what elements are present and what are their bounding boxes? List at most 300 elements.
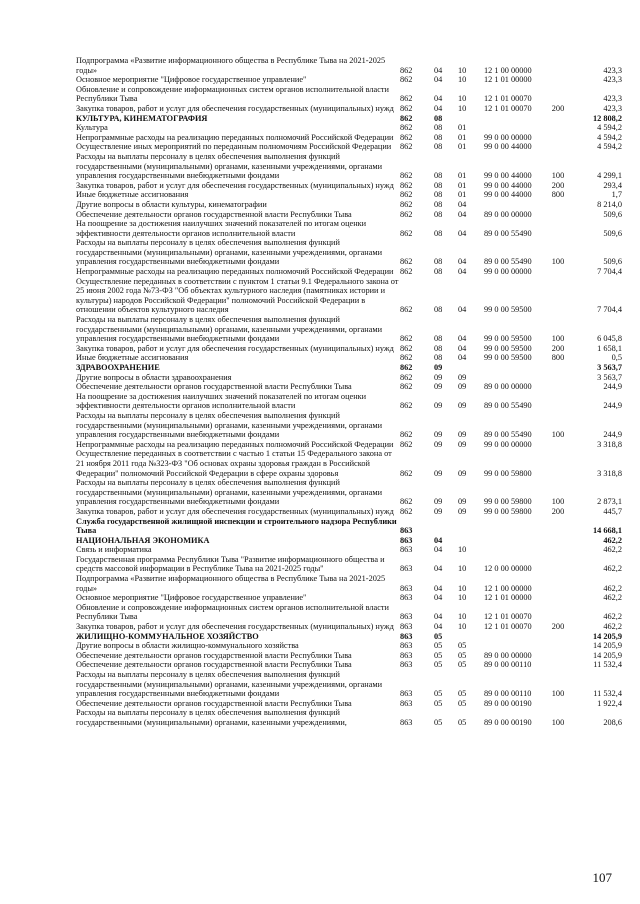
cell-subsection: 04	[458, 267, 467, 277]
cell-subsection: 09	[458, 506, 467, 516]
cell-expense-type: 800	[551, 353, 565, 363]
table-row	[76, 75, 622, 85]
cell-expense-type: 200	[551, 343, 565, 353]
cell-amount: 423,3	[603, 75, 622, 85]
cell-subsection: 04	[458, 334, 467, 344]
cell-ved: 862	[400, 113, 413, 123]
cell-expense-type	[544, 75, 572, 85]
cell-ved: 862	[400, 267, 413, 277]
cell-section: 04	[434, 622, 443, 632]
cell-subsection: 01	[458, 142, 467, 152]
cell-amount: 4 299,1	[597, 171, 622, 181]
cell-subsection: 04	[458, 199, 467, 209]
cell-section: 08	[434, 180, 443, 190]
cell-section: 04	[434, 94, 443, 104]
cell-amount: 14 205,9	[592, 641, 622, 651]
cell-section: 09	[434, 468, 443, 478]
cell-amount: 1,7	[611, 190, 622, 200]
cell-ved: 862	[400, 94, 413, 104]
cell-ved: 862	[400, 372, 413, 382]
cell-amount: 244,9	[603, 382, 622, 392]
row-name: Непрограммные расходы на реализацию переданных полномочий Российской Федерации	[76, 132, 394, 142]
row-name: Осуществление переданных в соответствии с пунктом 1 статьи 9.1 Федерального закона от 25 июня 2002 года №73-ФЗ "Об объектах культурного наследия (памятниках истории и культуры) народов Российской Федерации" полномочий Российской Федерации в отношении объектов культурного наследия	[76, 276, 399, 315]
cell-section: 05	[434, 650, 443, 660]
cell-amount: 14 668,1	[592, 526, 622, 536]
cell-ved: 863	[400, 564, 413, 574]
cell-expense-type	[544, 632, 572, 642]
budget-table	[76, 56, 622, 728]
row-name: Расходы на выплаты персоналу в целях обеспечения выполнения функций государственными (муниципальными) органами, казенными учреждениями,	[76, 708, 347, 727]
row-name: Закупка товаров, работ и услуг для обеспечения государственных (муниципальных) нужд	[76, 180, 394, 190]
cell-ved: 863	[400, 650, 413, 660]
cell-expense-type	[544, 56, 572, 75]
cell-subsection: 05	[458, 650, 467, 660]
row-name: КУЛЬТУРА, КИНЕМАТОГРАФИЯ	[76, 113, 208, 123]
table-row	[76, 363, 622, 373]
table-body	[76, 56, 622, 728]
cell-section: 08	[434, 334, 443, 344]
cell-target-article: 89 0 00 00110	[484, 689, 532, 699]
row-name: Связь и информатика	[76, 545, 152, 555]
cell-section: 04	[434, 75, 443, 85]
cell-ved: 863	[400, 545, 413, 555]
row-name: Обеспечение деятельности органов государственной власти Республики Тыва	[76, 209, 352, 219]
cell-subsection: 01	[458, 123, 467, 133]
cell-target-article: 12 1 01 00070	[484, 622, 532, 632]
cell-subsection	[458, 536, 484, 546]
cell-target-article: 89 0 00 00000	[484, 209, 532, 219]
cell-amount: 12 808,2	[592, 113, 622, 123]
row-name: НАЦИОНАЛЬНАЯ ЭКОНОМИКА	[76, 535, 210, 545]
cell-target-article: 89 0 00 55490	[484, 257, 532, 267]
cell-target-article: 99 0 00 59800	[484, 468, 532, 478]
cell-expense-type	[544, 373, 572, 383]
cell-amount: 3 563,7	[597, 372, 622, 382]
row-name: Государственная программа Республики Тыва "Развитие информационного общества и средств массовой информации в Республике Тыва на 2021-2025 годы"	[76, 554, 385, 574]
cell-target-article: 99 0 00 59500	[484, 343, 532, 353]
cell-subsection: 09	[458, 439, 467, 449]
table-row	[76, 181, 622, 191]
cell-section: 08	[434, 199, 443, 209]
row-name: Закупка товаров, работ и услуг для обеспечения государственных (муниципальных) нужд	[76, 103, 394, 113]
table-row	[76, 632, 622, 642]
cell-ved: 862	[400, 132, 413, 142]
cell-ved: 863	[400, 593, 413, 603]
cell-ved: 862	[400, 65, 413, 75]
cell-subsection: 04	[458, 343, 467, 353]
row-name: Осуществление переданных в соответствии с частью 1 статьи 15 Федерального закона от 21 ноября 2011 года №323-ФЗ "Об основах охраны здоровья граждан в Российской Федерации" полномочий Российской Федерации в сфере охраны здоровья	[76, 449, 392, 478]
cell-ved: 862	[400, 468, 413, 478]
cell-target-article	[484, 632, 544, 642]
table-row	[76, 641, 622, 651]
cell-ved: 862	[400, 382, 413, 392]
table-row	[76, 660, 622, 670]
cell-target-article: 89 0 00 00190	[484, 698, 532, 708]
table-row	[76, 85, 622, 104]
cell-expense-type: 100	[551, 430, 565, 440]
cell-amount: 2 873,1	[597, 497, 622, 507]
cell-section: 04	[434, 545, 443, 555]
cell-ved: 862	[400, 190, 413, 200]
row-name: ЗДРАВООХРАНЕНИЕ	[76, 363, 160, 372]
cell-section: 09	[434, 506, 443, 516]
cell-target-article: 99 0 00 44000	[484, 142, 532, 152]
cell-expense-type	[544, 123, 572, 133]
cell-ved: 863	[400, 698, 413, 708]
row-name: Обновление и сопровождение информационных систем органов исполнительной власти Республики Тыва	[76, 84, 389, 104]
cell-subsection: 05	[458, 689, 467, 699]
row-name: Закупка товаров, работ и услуг для обеспечения государственных (муниципальных) нужд	[76, 622, 394, 632]
cell-expense-type: 100	[551, 717, 565, 727]
cell-target-article	[484, 200, 544, 210]
cell-ved: 862	[400, 75, 413, 85]
cell-subsection: 10	[458, 75, 467, 85]
cell-expense-type	[544, 85, 572, 104]
cell-subsection: 10	[458, 94, 467, 104]
cell-amount: 293,4	[603, 180, 622, 190]
cell-ved: 862	[400, 506, 413, 516]
cell-target-article	[484, 545, 544, 555]
cell-ved: 862	[400, 305, 413, 315]
cell-target-article: 99 0 00 59500	[484, 334, 532, 344]
table-row	[76, 219, 622, 238]
cell-amount: 423,3	[603, 65, 622, 75]
cell-section: 08	[434, 228, 443, 238]
cell-ved: 862	[400, 353, 413, 363]
cell-amount: 462,2	[603, 622, 622, 632]
row-name: Другие вопросы в области здравоохранения	[76, 372, 232, 382]
cell-ved: 862	[400, 123, 413, 133]
cell-subsection: 10	[458, 564, 467, 574]
cell-target-article: 89 0 00 00000	[484, 382, 532, 392]
cell-target-article: 89 0 00 55490	[484, 401, 532, 411]
cell-ved: 862	[400, 401, 413, 411]
table-row	[76, 392, 622, 411]
cell-target-article: 99 0 00 59500	[484, 353, 532, 363]
table-row	[76, 411, 622, 440]
table-row	[76, 545, 622, 555]
cell-target-article	[484, 123, 544, 133]
cell-target-article: 12 1 01 00070	[484, 94, 532, 104]
cell-subsection: 10	[458, 65, 467, 75]
cell-section: 08	[434, 113, 443, 123]
cell-target-article: 99 0 00 44000	[484, 171, 532, 181]
table-row	[76, 104, 622, 114]
cell-ved: 862	[400, 334, 413, 344]
cell-section: 09	[434, 372, 443, 382]
cell-expense-type	[544, 363, 572, 373]
cell-ved: 862	[400, 228, 413, 238]
cell-target-article: 12 1 01 00070	[484, 612, 532, 622]
cell-section: 08	[434, 343, 443, 353]
cell-expense-type	[544, 142, 572, 152]
cell-target-article: 12 1 00 00000	[484, 65, 532, 75]
cell-expense-type	[544, 114, 572, 124]
cell-subsection: 01	[458, 180, 467, 190]
cell-target-article: 99 0 00 44000	[484, 180, 532, 190]
cell-expense-type: 800	[551, 190, 565, 200]
cell-target-article: 89 0 00 00110	[484, 660, 532, 670]
cell-amount: 8 214,0	[597, 199, 622, 209]
cell-target-article: 89 0 00 55490	[484, 430, 532, 440]
cell-section	[434, 517, 458, 536]
cell-subsection	[458, 517, 484, 536]
cell-expense-type	[544, 210, 572, 220]
row-name: Основное мероприятие "Цифровое государственное управление"	[76, 593, 307, 603]
cell-section: 04	[434, 583, 443, 593]
cell-subsection	[458, 363, 484, 373]
cell-section: 04	[434, 103, 443, 113]
cell-subsection: 09	[458, 372, 467, 382]
cell-section: 09	[434, 401, 443, 411]
table-row	[76, 699, 622, 709]
cell-expense-type	[544, 517, 572, 536]
cell-section: 04	[434, 564, 443, 574]
cell-ved: 862	[400, 430, 413, 440]
cell-amount: 1 922,4	[597, 698, 622, 708]
cell-amount: 462,2	[603, 564, 622, 574]
cell-section: 09	[434, 497, 443, 507]
cell-amount: 4 594,2	[597, 142, 622, 152]
row-name: Осуществление иных мероприятий по переданным полномочиям Российской Федерации	[76, 142, 392, 152]
cell-ved: 863	[400, 631, 413, 641]
cell-amount: 462,2	[603, 612, 622, 622]
cell-section: 08	[434, 209, 443, 219]
row-name: Закупка товаров, работ и услуг для обеспечения государственных (муниципальных) нужд	[76, 343, 394, 353]
cell-section: 08	[434, 142, 443, 152]
cell-target-article	[484, 641, 544, 651]
table-row	[76, 344, 622, 354]
cell-amount: 11 532,4	[593, 660, 622, 670]
cell-section: 09	[434, 382, 443, 392]
cell-amount: 423,3	[603, 103, 622, 113]
cell-target-article	[484, 536, 544, 546]
cell-subsection: 04	[458, 209, 467, 219]
table-row	[76, 536, 622, 546]
cell-amount: 11 532,4	[593, 689, 622, 699]
cell-target-article	[484, 114, 544, 124]
cell-section: 08	[434, 190, 443, 200]
table-row	[76, 277, 622, 315]
table-row	[76, 373, 622, 383]
cell-ved: 863	[400, 717, 413, 727]
row-name: Обновление и сопровождение информационных систем органов исполнительной власти Республики Тыва	[76, 602, 389, 622]
cell-subsection: 09	[458, 468, 467, 478]
cell-amount: 208,6	[603, 717, 622, 727]
cell-ved: 863	[400, 660, 413, 670]
cell-ved: 862	[400, 199, 413, 209]
row-name: Обеспечение деятельности органов государственной власти Республики Тыва	[76, 650, 352, 660]
cell-subsection: 09	[458, 382, 467, 392]
row-name: Другие вопросы в области культуры, кинематографии	[76, 199, 267, 209]
table-row	[76, 593, 622, 603]
cell-subsection: 05	[458, 641, 467, 651]
table-row	[76, 651, 622, 661]
cell-amount: 6 045,8	[597, 334, 622, 344]
cell-expense-type	[544, 651, 572, 661]
cell-subsection: 04	[458, 228, 467, 238]
cell-section: 08	[434, 353, 443, 363]
cell-section: 05	[434, 631, 443, 641]
cell-target-article: 99 0 00 00000	[484, 439, 532, 449]
cell-expense-type: 100	[551, 171, 565, 181]
document-page	[0, 56, 640, 728]
table-row	[76, 670, 622, 699]
row-name: Расходы на выплаты персоналу в целях обеспечения выполнения функций государственными (муниципальными) органами, казенными учреждениями, органами управления государственными внебюджетными фондами	[76, 151, 383, 181]
cell-amount: 3 318,8	[597, 468, 622, 478]
cell-amount: 14 205,9	[592, 631, 622, 641]
cell-subsection: 05	[458, 717, 467, 727]
cell-amount: 462,2	[603, 583, 622, 593]
cell-expense-type	[544, 382, 572, 392]
cell-ved: 863	[400, 612, 413, 622]
row-name: Другие вопросы в области жилищно-коммунального хозяйства	[76, 641, 299, 651]
row-name: ЖИЛИЩНО-КОММУНАЛЬНОЕ ХОЗЯЙСТВО	[76, 631, 259, 641]
cell-amount: 462,2	[603, 593, 622, 603]
cell-section: 05	[434, 698, 443, 708]
cell-amount: 4 594,2	[597, 123, 622, 133]
cell-expense-type: 200	[551, 506, 565, 516]
table-row	[76, 708, 622, 727]
cell-amount: 462,2	[603, 545, 622, 555]
cell-target-article: 99 0 00 59500	[484, 305, 532, 315]
cell-amount: 0,5	[611, 353, 622, 363]
row-name: Закупка товаров, работ и услуг для обеспечения государственных (муниципальных) нужд	[76, 506, 394, 516]
cell-subsection: 04	[458, 257, 467, 267]
table-row	[76, 555, 622, 574]
cell-expense-type	[544, 277, 572, 315]
cell-expense-type	[544, 603, 572, 622]
cell-target-article: 99 0 00 44000	[484, 190, 532, 200]
cell-subsection: 10	[458, 593, 467, 603]
row-name: Непрограммные расходы на реализацию переданных полномочий Российской Федерации	[76, 439, 394, 449]
cell-section: 08	[434, 267, 443, 277]
cell-target-article: 99 0 00 00000	[484, 267, 532, 277]
row-name: Непрограммные расходы на реализацию переданных полномочий Российской Федерации	[76, 267, 394, 277]
table-row	[76, 574, 622, 593]
table-row	[76, 123, 622, 133]
cell-ved: 863	[400, 535, 413, 545]
table-row	[76, 238, 622, 267]
cell-ved: 863	[400, 583, 413, 593]
cell-amount: 1 658,1	[597, 343, 622, 353]
cell-subsection: 05	[458, 660, 467, 670]
cell-expense-type	[544, 593, 572, 603]
row-name: Служба государственной жилищной инспекции и строительного надзора Республики Тыва	[76, 516, 397, 536]
cell-section: 08	[434, 123, 443, 133]
cell-amount: 244,9	[603, 401, 622, 411]
cell-section: 08	[434, 305, 443, 315]
cell-ved: 862	[400, 180, 413, 190]
cell-section: 09	[434, 439, 443, 449]
table-row	[76, 315, 622, 344]
table-row	[76, 267, 622, 277]
cell-section: 09	[434, 363, 443, 372]
table-row	[76, 56, 622, 75]
table-row	[76, 449, 622, 478]
table-row	[76, 210, 622, 220]
cell-expense-type	[544, 200, 572, 210]
row-name: Расходы на выплаты персоналу в целях обеспечения выполнения функций государственными (муниципальными) органами, казенными учреждениями, органами управления государственными внебюджетными фондами	[76, 410, 383, 440]
cell-subsection: 10	[458, 583, 467, 593]
row-name: На поощрение за достижения наилучших значений показателей по итогам оценки эффективности деятельности органов исполнительной власти	[76, 219, 367, 238]
cell-subsection: 01	[458, 171, 467, 181]
cell-expense-type: 100	[551, 334, 565, 344]
cell-section: 05	[434, 660, 443, 670]
cell-amount: 509,6	[603, 228, 622, 238]
cell-subsection	[458, 114, 484, 124]
table-row	[76, 353, 622, 363]
table-row	[76, 440, 622, 450]
table-row	[76, 517, 622, 536]
cell-subsection: 04	[458, 305, 467, 315]
row-name: Расходы на выплаты персоналу в целях обеспечения выполнения функций государственными (муниципальными) органами, казенными учреждениями, органами управления государственными внебюджетными фондами	[76, 478, 383, 507]
cell-section: 08	[434, 132, 443, 142]
cell-ved: 862	[400, 257, 413, 267]
cell-amount: 3 318,8	[597, 439, 622, 449]
table-row	[76, 142, 622, 152]
row-name: Иные бюджетные ассигнования	[76, 190, 189, 200]
cell-section: 08	[434, 257, 443, 267]
cell-amount: 445,7	[603, 506, 622, 516]
cell-target-article: 12 1 01 00000	[484, 75, 532, 85]
cell-amount: 244,9	[603, 430, 622, 440]
cell-ved: 863	[400, 689, 413, 699]
cell-subsection: 09	[458, 401, 467, 411]
cell-ved: 862	[400, 209, 413, 219]
cell-expense-type	[544, 574, 572, 593]
cell-target-article	[484, 363, 544, 373]
cell-section: 09	[434, 430, 443, 440]
row-name: Обеспечение деятельности органов государственной власти Республики Тыва	[76, 660, 352, 670]
row-name: Расходы на выплаты персоналу в целях обеспечения выполнения функций государственными (муниципальными) органами, казенными учреждениями, органами управления государственными внебюджетными фондами	[76, 670, 383, 699]
cell-expense-type	[544, 219, 572, 238]
cell-amount: 7 704,4	[597, 267, 622, 277]
cell-target-article: 89 0 00 55490	[484, 228, 532, 238]
cell-subsection: 09	[458, 430, 467, 440]
cell-subsection: 09	[458, 497, 467, 507]
cell-section: 05	[434, 689, 443, 699]
cell-expense-type	[544, 536, 572, 546]
cell-ved: 863	[400, 641, 413, 651]
cell-ved: 862	[400, 103, 413, 113]
cell-amount: 509,6	[603, 209, 622, 219]
row-name: Подпрограмма «Развитие информационного общества в Республике Тыва на 2021-2025 годы»	[76, 574, 386, 593]
row-name: Обеспечение деятельности органов государственной власти Республики Тыва	[76, 698, 352, 708]
table-row	[76, 478, 622, 507]
cell-expense-type	[544, 660, 572, 670]
cell-target-article	[484, 373, 544, 383]
cell-expense-type	[544, 392, 572, 411]
cell-expense-type: 100	[551, 257, 565, 267]
table-row	[76, 200, 622, 210]
cell-section: 05	[434, 641, 443, 651]
cell-amount: 3 563,7	[597, 363, 622, 372]
cell-expense-type	[544, 133, 572, 143]
table-row	[76, 190, 622, 200]
row-name: Иные бюджетные ассигнования	[76, 353, 189, 363]
row-name: Основное мероприятие "Цифровое государственное управление"	[76, 75, 307, 85]
cell-subsection: 01	[458, 132, 467, 142]
cell-subsection: 01	[458, 190, 467, 200]
cell-target-article: 12 1 00 00000	[484, 583, 532, 593]
cell-subsection	[458, 632, 484, 642]
cell-expense-type	[544, 440, 572, 450]
page-number: 107	[592, 870, 612, 885]
cell-target-article: 89 0 00 00190	[484, 717, 532, 727]
cell-expense-type	[544, 449, 572, 478]
table-row	[76, 507, 622, 517]
